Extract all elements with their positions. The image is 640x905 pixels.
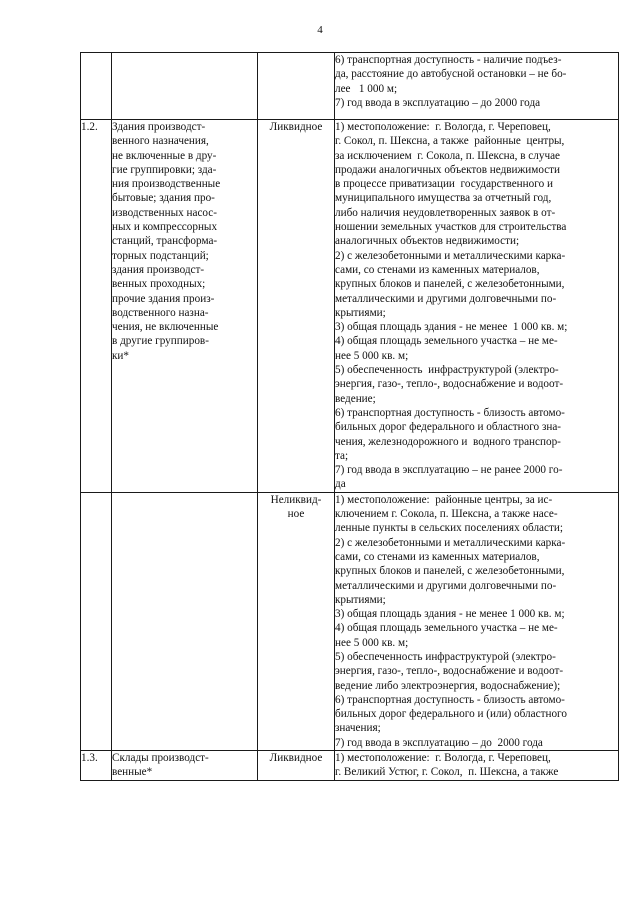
text-line: 1) местоположение: районные центры, за ис- <box>335 493 553 506</box>
text-line: ленные пункты в сельских поселениях области; <box>335 522 563 535</box>
text-line: венных проходных; <box>112 278 206 291</box>
text-line: да, расстояние до автобусной остановки – не бо- <box>335 68 567 81</box>
text-line: муниципального имущества за отчетный год, <box>335 192 552 205</box>
text-line: 6) транспортная доступность - близость автомо- <box>335 406 565 419</box>
text-line: прочие здания произ- <box>112 292 215 305</box>
text-line: нее 5 000 кв. м; <box>335 349 409 362</box>
object-name-cell <box>112 53 258 120</box>
text-line: ношении земельных участков для строительства <box>335 221 567 234</box>
requirements-cell <box>335 492 619 750</box>
text-line: значения; <box>335 722 381 735</box>
row-number-cell <box>81 53 112 120</box>
text-line: лее 1 000 м; <box>335 82 398 95</box>
text-line: крытиями; <box>335 593 386 606</box>
text-line: венные* <box>112 766 153 779</box>
liquidity-cell: Неликвид- ное <box>258 492 335 750</box>
text-line: в другие группиров- <box>112 335 209 348</box>
table-row <box>81 120 619 493</box>
text-line: ных и компрессорных <box>112 221 218 234</box>
text-line: Склады производст- <box>112 752 209 765</box>
text-line: в процессе приватизации государственного и <box>335 178 553 191</box>
text-line: г. Великий Устюг, г. Сокол, п. Шексна, а также <box>335 766 559 779</box>
text-line: 7) год ввода в эксплуатацию – до 2000 года <box>335 736 543 749</box>
object-name-cell <box>112 120 258 493</box>
text-line: да <box>335 478 346 491</box>
text-line: 3) общая площадь здания - не менее 1 000 кв. м; <box>335 608 565 621</box>
text-line: 7) год ввода в эксплуатацию – до 2000 года <box>335 96 541 109</box>
text-line: за исключением г. Сокола, п. Шексна, в случае <box>335 149 560 162</box>
text-line: ния производственные <box>112 178 221 191</box>
text-line: крупных блоков и панелей, с железобетонными, <box>335 278 565 291</box>
liquidity-cell: Ликвидное <box>258 120 335 493</box>
text-line: энергия, газо-, тепло-, водоснабжение и водоот- <box>335 665 564 678</box>
text-line: металлическими и другими долговечными по- <box>335 292 557 305</box>
row-number-cell: 1.3. <box>81 751 112 781</box>
text-line: Здания производст- <box>112 121 206 133</box>
text-line: торных подстанций; <box>112 249 209 262</box>
text-line: нее 5 000 кв. м; <box>335 636 409 649</box>
text-line: бытовые; здания про- <box>112 192 215 205</box>
text-line: бильных дорог федерального и (или) областного <box>335 708 567 721</box>
row-number-cell: 1.2. <box>81 120 112 493</box>
text-line: та; <box>335 449 349 462</box>
text-line: 4) общая площадь земельного участка – не ме- <box>335 335 558 348</box>
text-line: сами, со стенами из каменных материалов, <box>335 263 540 276</box>
text-line: изводственных насос- <box>112 206 217 219</box>
text-line: энергия, газо-, тепло-, водоснабжение и водоот- <box>335 378 564 391</box>
text-line: водственного назна- <box>112 306 209 319</box>
text-line: 5) обеспеченность инфраструктурой (электро- <box>335 364 559 377</box>
text-line: металлическими и другими долговечными по- <box>335 579 557 592</box>
text-line: 6) транспортная доступность - наличие подъез- <box>335 54 562 66</box>
text-line: 5) обеспеченность инфраструктурой (электро- <box>335 650 556 663</box>
table-row <box>81 492 619 750</box>
text-line: крупных блоков и панелей, с железобетонными, <box>335 565 565 578</box>
text-line: 1) местоположение: г. Вологда, г. Череповец, <box>335 121 551 133</box>
page-number: 4 <box>317 24 323 36</box>
text-line: 1) местоположение: г. Вологда, г. Череповец, <box>335 752 551 765</box>
requirements-cell <box>335 53 619 120</box>
table-row <box>81 751 619 781</box>
requirements-cell <box>335 751 619 781</box>
text-line: 7) год ввода в эксплуатацию – не ранее 2000 го- <box>335 464 563 477</box>
text-line: гие группировки; зда- <box>112 163 217 176</box>
liquidity-cell <box>258 53 335 120</box>
object-name-cell <box>112 492 258 750</box>
text-line: 2) с железобетонными и металлическими карка- <box>335 536 566 549</box>
text-line: ключением г. Сокола, п. Шексна, а также насе- <box>335 508 558 521</box>
text-line: 2) с железобетонными и металлическими карка- <box>335 249 566 262</box>
text-line: не включенные в дру- <box>112 149 217 162</box>
row-number-cell <box>81 492 112 750</box>
text-line: бильных дорог федерального и областного зна- <box>335 421 562 434</box>
text-line: крытиями; <box>335 306 386 319</box>
text-line: продажи аналогичных объектов недвижимости <box>335 163 561 176</box>
text-line: чения, не включенные <box>112 321 219 334</box>
text-line: чения, железнодорожного и водного транспор- <box>335 435 561 448</box>
text-line: 6) транспортная доступность - близость автомо- <box>335 693 565 706</box>
text-line: здания производст- <box>112 263 205 276</box>
table-row <box>81 53 619 120</box>
text-line: либо наличия неудовлетворенных заявок в от- <box>335 206 556 219</box>
text-line: ведение либо электроэнергия, водоснабжение); <box>335 679 561 692</box>
text-line: 3) общая площадь здания - не менее 1 000 кв. м; <box>335 321 568 334</box>
text-line: г. Сокол, п. Шексна, а также районные центры, <box>335 135 565 148</box>
text-line: венного назначения, <box>112 135 209 148</box>
criteria-table <box>80 52 619 781</box>
text-line: аналогичных объектов недвижимости; <box>335 235 520 248</box>
text-line: ки* <box>112 349 130 362</box>
liquidity-cell: Ликвидное <box>258 751 335 781</box>
text-line: станций, трансформа- <box>112 235 218 248</box>
text-line: сами, со стенами из каменных материалов, <box>335 550 540 563</box>
text-line: 4) общая площадь земельного участка – не ме- <box>335 622 558 635</box>
text-line: ведение; <box>335 392 376 405</box>
requirements-cell <box>335 120 619 493</box>
object-name-cell <box>112 751 258 781</box>
